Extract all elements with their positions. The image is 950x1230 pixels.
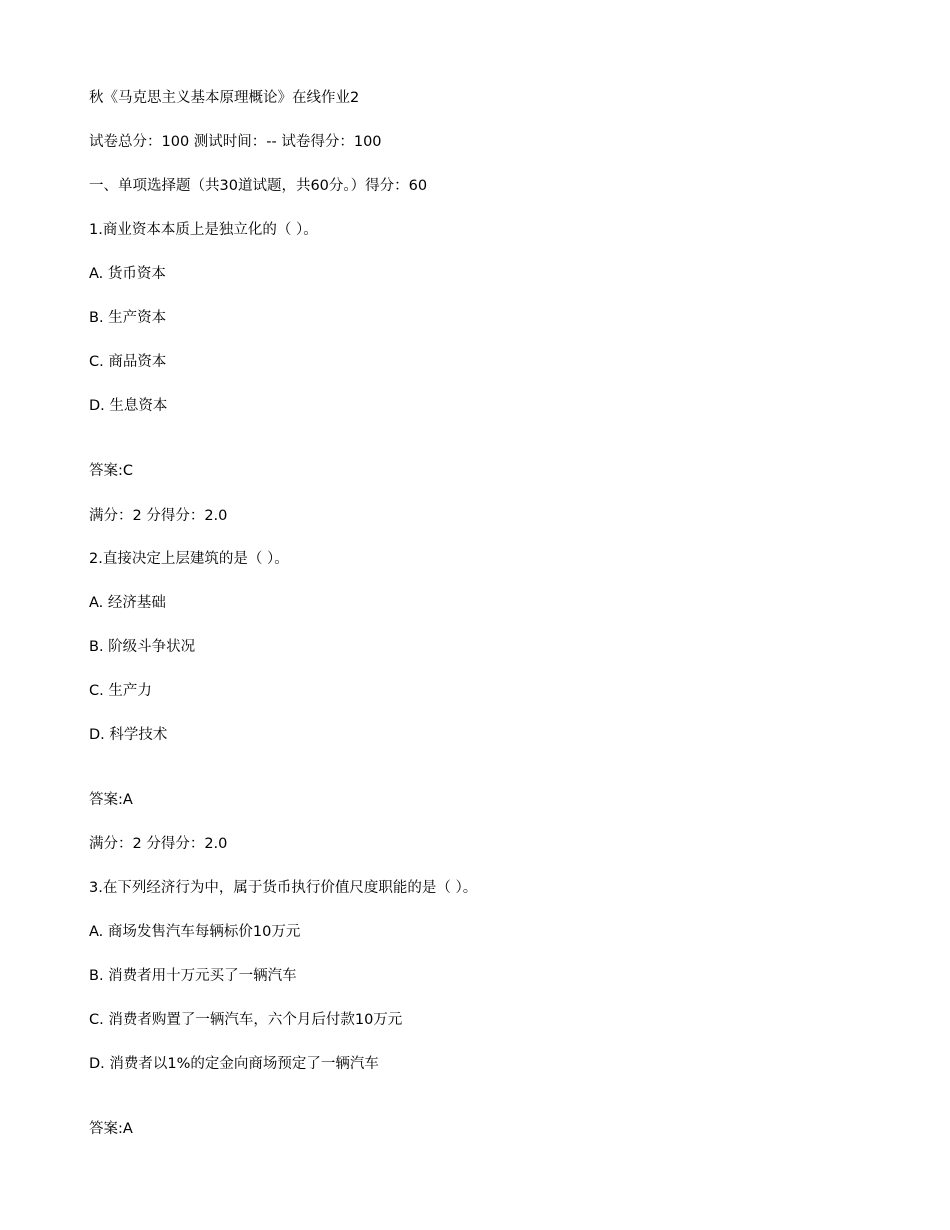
question-option: A. 货币资本 (89, 266, 166, 282)
question-option: A. 经济基础 (89, 595, 166, 611)
question-option: A. 商场发售汽车每辆标价10万元 (89, 924, 301, 940)
question-option: B. 消费者用十万元买了一辆汽车 (89, 968, 297, 984)
question-option: B. 阶级斗争状况 (89, 639, 196, 655)
question-option: C. 生产力 (89, 683, 152, 699)
score-line: 满分：2 分得分：2.0 (89, 508, 228, 524)
document-title: 秋《马克思主义基本原理概论》在线作业2 (89, 90, 360, 106)
question-option: D. 生息资本 (89, 398, 168, 414)
section-heading: 一、单项选择题（共30道试题，共60分。）得分：60 (89, 178, 428, 194)
exam-meta: 试卷总分：100 测试时间：-- 试卷得分：100 (89, 134, 382, 150)
question-stem: 1.商业资本本质上是独立化的（ ）。 (89, 222, 318, 238)
score-line: 满分：2 分得分：2.0 (89, 836, 228, 852)
answer-line: 答案:A (89, 1121, 133, 1137)
question-option: B. 生产资本 (89, 310, 167, 326)
answer-line: 答案:A (89, 792, 133, 808)
question-option: D. 消费者以1%的定金向商场预定了一辆汽车 (89, 1056, 379, 1072)
question-option: C. 消费者购置了一辆汽车，六个月后付款10万元 (89, 1012, 403, 1028)
question-stem: 2.直接决定上层建筑的是（ ）。 (89, 551, 289, 567)
question-option: D. 科学技术 (89, 727, 168, 743)
answer-line: 答案:C (89, 463, 134, 479)
question-stem: 3.在下列经济行为中，属于货币执行价值尺度职能的是（ ）。 (89, 880, 478, 896)
question-option: C. 商品资本 (89, 354, 167, 370)
